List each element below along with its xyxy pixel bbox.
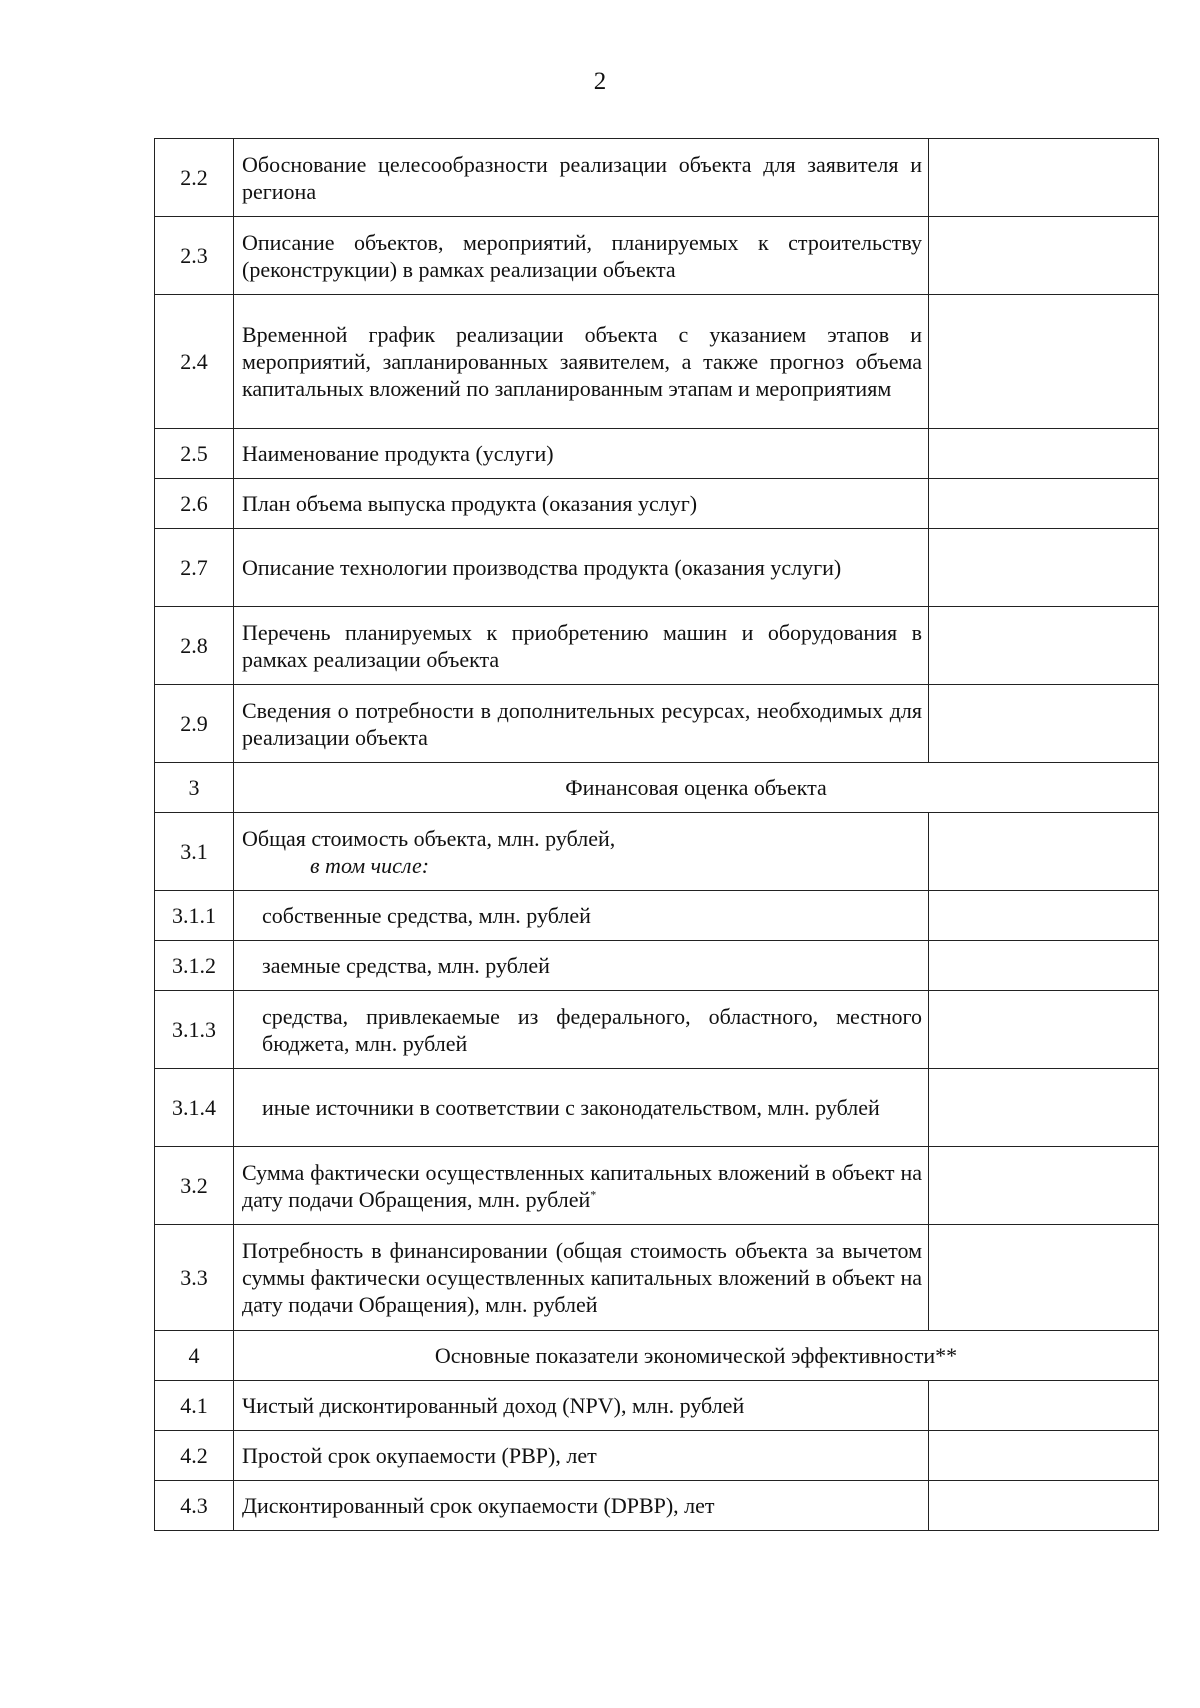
table-row — [155, 295, 1159, 429]
table-row — [155, 685, 1159, 763]
table-row — [155, 891, 1159, 941]
row-number: 2.3 — [155, 217, 234, 295]
page-number: 2 — [593, 68, 607, 95]
row-number: 2.7 — [155, 529, 234, 607]
section-number: 4 — [155, 1331, 234, 1381]
row-value-cell[interactable] — [929, 1381, 1159, 1431]
row-number: 3.1 — [155, 813, 234, 891]
row-description: Простой срок окупаемости (PBP), лет — [234, 1431, 929, 1481]
row-value-cell[interactable] — [929, 991, 1159, 1069]
section-header-row — [155, 1331, 1159, 1381]
row-number: 3.1.4 — [155, 1069, 234, 1147]
table-row — [155, 529, 1159, 607]
table-row — [155, 991, 1159, 1069]
row-value-cell[interactable] — [929, 295, 1159, 429]
row-description: Обоснование целесообразности реализации объекта для заявителя и региона — [234, 139, 929, 217]
row-number: 4.3 — [155, 1481, 234, 1531]
table-row — [155, 429, 1159, 479]
row-value-cell[interactable] — [929, 813, 1159, 891]
row-description-text: Сумма фактически осуществленных капитальных вложений в объект на дату подачи Обращения, млн. рублей — [242, 1159, 922, 1212]
row-description: План объема выпуска продукта (оказания услуг) — [234, 479, 929, 529]
row-value-cell[interactable] — [929, 941, 1159, 991]
section-title: Финансовая оценка объекта — [234, 763, 1159, 813]
row-description: иные источники в соответствии с законодательством, млн. рублей — [234, 1069, 929, 1147]
section-header-row — [155, 763, 1159, 813]
row-description-subtext: в том числе: — [310, 852, 430, 878]
row-number: 2.5 — [155, 429, 234, 479]
row-description: Описание технологии производства продукта (оказания услуги) — [234, 529, 929, 607]
row-number: 2.4 — [155, 295, 234, 429]
row-description-text: Общая стоимость объекта, млн. рублей, — [242, 825, 616, 851]
row-description — [234, 1147, 929, 1225]
row-value-cell[interactable] — [929, 1069, 1159, 1147]
row-number: 3.1.2 — [155, 941, 234, 991]
application-form-table — [154, 138, 1159, 1531]
table-row — [155, 1381, 1159, 1431]
row-number: 3.3 — [155, 1225, 234, 1331]
row-value-cell[interactable] — [929, 139, 1159, 217]
table-row — [155, 1431, 1159, 1481]
row-description: заемные средства, млн. рублей — [234, 941, 929, 991]
row-value-cell[interactable] — [929, 529, 1159, 607]
row-value-cell[interactable] — [929, 1225, 1159, 1331]
footnote-mark: * — [590, 1187, 597, 1202]
row-description: Наименование продукта (услуги) — [234, 429, 929, 479]
table-row — [155, 607, 1159, 685]
row-number: 2.2 — [155, 139, 234, 217]
row-description: Временной график реализации объекта с указанием этапов и мероприятий, запланированных заявителем, а также прогноз объема капитальных вложений по запланированным этапам и мероприятиям — [234, 295, 929, 429]
table-row — [155, 1481, 1159, 1531]
section-title: Основные показатели экономической эффективности** — [234, 1331, 1159, 1381]
row-value-cell[interactable] — [929, 1481, 1159, 1531]
row-description: Дисконтированный срок окупаемости (DPBP), лет — [234, 1481, 929, 1531]
row-description: Перечень планируемых к приобретению машин и оборудования в рамках реализации объекта — [234, 607, 929, 685]
row-number: 3.1.3 — [155, 991, 234, 1069]
row-value-cell[interactable] — [929, 429, 1159, 479]
row-description: средства, привлекаемые из федерального, областного, местного бюджета, млн. рублей — [234, 991, 929, 1069]
table-row — [155, 941, 1159, 991]
row-description: Сведения о потребности в дополнительных ресурсах, необходимых для реализации объекта — [234, 685, 929, 763]
table-row — [155, 1069, 1159, 1147]
row-description: Потребность в финансировании (общая стоимость объекта за вычетом суммы фактически осуществленных капитальных вложений в объект на дату подачи Обращения), млн. рублей — [234, 1225, 929, 1331]
table-row — [155, 813, 1159, 891]
row-number: 2.6 — [155, 479, 234, 529]
row-description: собственные средства, млн. рублей — [234, 891, 929, 941]
row-value-cell[interactable] — [929, 217, 1159, 295]
row-value-cell[interactable] — [929, 607, 1159, 685]
section-number: 3 — [155, 763, 234, 813]
row-value-cell[interactable] — [929, 891, 1159, 941]
row-value-cell[interactable] — [929, 1147, 1159, 1225]
row-value-cell[interactable] — [929, 1431, 1159, 1481]
row-number: 2.9 — [155, 685, 234, 763]
row-value-cell[interactable] — [929, 685, 1159, 763]
table-row — [155, 1225, 1159, 1331]
table-row — [155, 479, 1159, 529]
row-value-cell[interactable] — [929, 479, 1159, 529]
row-description: Чистый дисконтированный доход (NPV), млн. рублей — [234, 1381, 929, 1431]
row-number: 4.2 — [155, 1431, 234, 1481]
row-description: Описание объектов, мероприятий, планируемых к строительству (реконструкции) в рамках реализации объекта — [234, 217, 929, 295]
table-row — [155, 1147, 1159, 1225]
table-row — [155, 139, 1159, 217]
table-row — [155, 217, 1159, 295]
row-number: 3.1.1 — [155, 891, 234, 941]
row-number: 2.8 — [155, 607, 234, 685]
row-number: 4.1 — [155, 1381, 234, 1431]
row-number: 3.2 — [155, 1147, 234, 1225]
row-description — [234, 813, 929, 891]
